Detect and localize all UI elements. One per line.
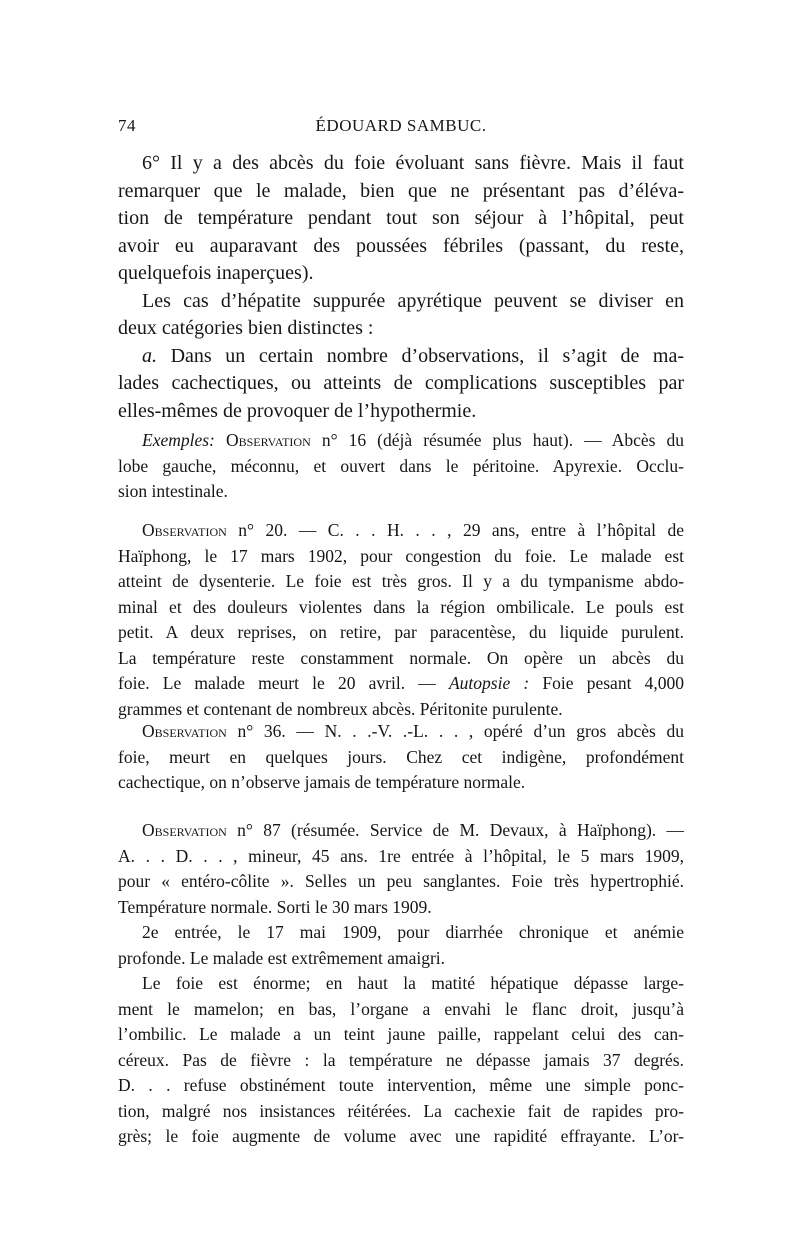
text-line: lades cachectiques, ou atteints de complications susceptibles par bbox=[118, 372, 684, 394]
observation-87-block bbox=[118, 818, 684, 1150]
text-line: Haïphong, le 17 mars 1902, pour congestion du foie. Le malade est bbox=[118, 545, 684, 566]
text-line: 6° Il y a des abcès du foie évoluant sans fièvre. Mais il faut bbox=[142, 152, 684, 174]
paragraph-category-a bbox=[118, 343, 684, 426]
text-line: Observation n° 87 (résumée. Service de M. Devaux, à Haïphong). — bbox=[142, 820, 685, 840]
text-line: deux catégories bien distinctes : bbox=[118, 317, 374, 339]
text-line: D. . . refuse obstinément toute intervention, même une simple ponc- bbox=[118, 1075, 684, 1095]
text-line: petit. A deux reprises, on retire, par paracentèse, du liquide purulent. bbox=[118, 622, 684, 642]
category-label: a. bbox=[142, 344, 157, 367]
text-line: cachectique, on n’observe jamais de température normale. bbox=[118, 772, 526, 792]
running-header bbox=[118, 116, 684, 142]
text-line: Observation n° 36. — N. . .-V. .-L. . . , opéré d’un gros abcès du bbox=[142, 721, 685, 741]
observation-36-block bbox=[118, 719, 684, 796]
text-line: lobe gauche, méconnu, et ouvert dans le péritoine. Apyrexie. Occlu- bbox=[118, 455, 684, 476]
text-line: foie, meurt en quelques jours. Chez cet indigène, profondément bbox=[118, 746, 684, 767]
text-line: l’ombilic. Le malade a un teint jaune paille, rappelant celui des can- bbox=[118, 1024, 684, 1044]
text-line: sion intestinale. bbox=[118, 481, 228, 501]
text-line: a. Dans un certain nombre d’observations, il s’agit de ma- bbox=[142, 344, 685, 367]
text-line: Exemples: Observation n° 16 (déjà résumée plus haut). — Abcès du bbox=[142, 430, 685, 450]
text-line: pour « entéro-côlite ». Selles un peu sanglantes. Foie très hypertrophié. bbox=[118, 871, 684, 891]
text-line: grès; le foie augmente de volume avec une rapidité effrayante. L’or- bbox=[118, 1126, 684, 1146]
text-line: foie. Le malade meurt le 20 avril. — Autopsie : Foie pesant 4,000 bbox=[118, 673, 684, 693]
text-line: quelquefois inaperçues). bbox=[118, 262, 314, 284]
text-line: La température reste constamment normale. On opère un abcès du bbox=[118, 647, 684, 668]
observation-label: Observation bbox=[142, 520, 227, 540]
text-line: atteint de dysenterie. Le foie est très gros. Il y a du tympanisme abdo- bbox=[118, 571, 684, 591]
observation-label: Observation bbox=[142, 820, 227, 840]
text-line: avoir eu auparavant des poussées fébriles (passant, du reste, bbox=[118, 234, 684, 257]
paragraph-categories bbox=[118, 288, 684, 343]
text-line: minal et des douleurs violentes dans la région ombilicale. Le pouls est bbox=[118, 596, 684, 617]
observation-20-block bbox=[118, 518, 684, 722]
text-line: céreux. Pas de fièvre : la température ne dépasse jamais 37 degrés. bbox=[118, 1049, 684, 1070]
text-line: Le foie est énorme; en haut la matité hépatique dépasse large- bbox=[142, 973, 684, 993]
text-line: Température normale. Sorti le 30 mars 1909. bbox=[118, 896, 432, 917]
text-line: remarquer que le malade, bien que ne présentant pas d’éléva- bbox=[118, 179, 684, 202]
observation-label: Observation bbox=[225, 430, 311, 450]
text-line: grammes et contenant de nombreux abcès. Péritonite purulente. bbox=[118, 698, 563, 719]
text-line: Observation n° 20. — C. . . H. . . , 29 ans, entre à l’hôpital de bbox=[142, 520, 684, 540]
examples-block bbox=[118, 428, 684, 505]
examples-label: Exemples: bbox=[142, 430, 215, 450]
text-line: elles-mêmes de provoquer de l’hypothermie. bbox=[118, 399, 477, 422]
running-title: ÉDOUARD SAMBUC. bbox=[315, 116, 487, 135]
text-line: profonde. Le malade est extrêmement amaigri. bbox=[118, 947, 446, 968]
autopsie-label: Autopsie : bbox=[448, 673, 530, 693]
main-text-block bbox=[118, 150, 684, 425]
text-line: A. . . D. . . , mineur, 45 ans. 1re entrée à l’hôpital, le 5 mars 1909, bbox=[118, 845, 684, 866]
paragraph-fever bbox=[118, 150, 684, 288]
text-line: Les cas d’hépatite suppurée apyrétique peuvent se diviser en bbox=[142, 289, 684, 312]
observation-label: Observation bbox=[142, 721, 227, 741]
page-number: 74 bbox=[118, 116, 136, 135]
text-line: ment le mamelon; en bas, l’organe a envahi le flanc droit, jusqu’à bbox=[118, 998, 684, 1019]
text-line: tion de température pendant tout son séjour à l’hôpital, peut bbox=[118, 207, 684, 229]
text-line: tion, malgré nos insistances réitérées. La cachexie fait de rapides pro- bbox=[118, 1100, 684, 1121]
text-line: 2e entrée, le 17 mai 1909, pour diarrhée chronique et anémie bbox=[142, 922, 684, 942]
